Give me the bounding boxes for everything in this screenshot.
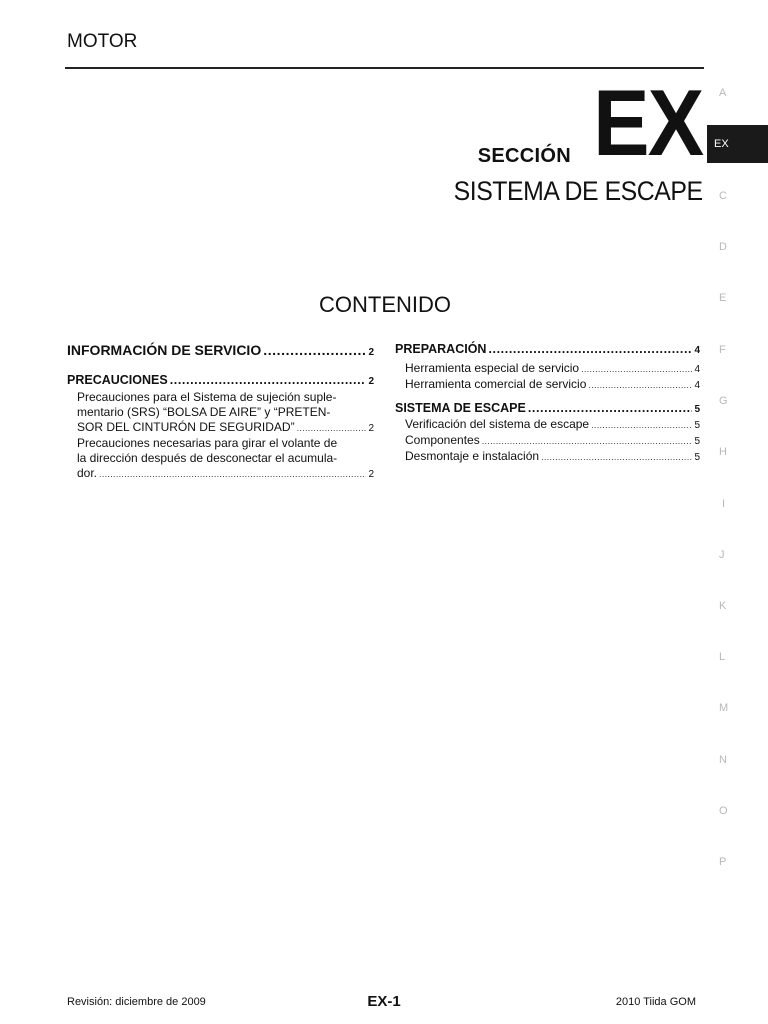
section-title: SISTEMA DE ESCAPE: [454, 176, 703, 206]
toc-entry-label-line: Precauciones para el Sistema de sujeción suple-: [77, 390, 337, 404]
toc-entry-herramienta-comercial[interactable]: [395, 377, 700, 393]
dot-leader: [170, 373, 367, 387]
side-tab-i[interactable]: I: [722, 498, 726, 510]
toc-entry-label-line: mentario (SRS) “BOLSA DE AIRE” y “PRETEN-: [77, 405, 331, 419]
toc-entry-label: PREPARACIÓN: [395, 342, 487, 356]
side-tab-e[interactable]: E: [719, 292, 727, 304]
side-tab-n[interactable]: N: [719, 754, 727, 766]
footer-page-number: EX-1: [367, 993, 401, 1010]
toc-entry-label: SISTEMA DE ESCAPE: [395, 401, 526, 415]
toc-entry-page: 5: [694, 436, 700, 447]
toc-entry-last-line: [67, 420, 374, 436]
toc-entry-label: dor.: [77, 466, 98, 480]
toc-entry-page: 5: [694, 452, 700, 463]
side-tab-ex-label: EX: [714, 138, 729, 150]
toc-entry-page: 5: [694, 404, 700, 415]
footer-revision: Revisión: diciembre de 2009: [67, 996, 206, 1008]
toc-entry-page: 5: [694, 420, 700, 431]
toc-entry-page: 4: [694, 380, 700, 391]
toc-entry-page: 4: [694, 364, 700, 375]
toc-entry-last-line: [67, 466, 374, 482]
dot-leader: [588, 377, 692, 391]
contents-title: CONTENIDO: [319, 292, 451, 317]
toc-entry-label: Verificación del sistema de escape: [405, 417, 590, 431]
side-tab-d[interactable]: D: [719, 241, 727, 253]
toc-entry-label: Herramienta comercial de servicio: [405, 377, 587, 391]
toc-entry-label: INFORMACIÓN DE SERVICIO: [67, 342, 262, 358]
side-tab-ex-active[interactable]: [707, 125, 768, 163]
side-tab-l[interactable]: L: [719, 651, 726, 663]
toc-entry-preparacion[interactable]: [395, 342, 700, 361]
toc-entry-herramienta-especial[interactable]: [395, 361, 700, 377]
side-tab-c[interactable]: C: [719, 190, 727, 202]
side-tab-g[interactable]: G: [719, 395, 728, 407]
toc-entry-label: Herramienta especial de servicio: [405, 361, 580, 375]
side-tab-h[interactable]: H: [719, 446, 727, 458]
toc-entry-precauciones-srs[interactable]: [67, 390, 374, 436]
toc-entry-label: SOR DEL CINTURÓN DE SEGURIDAD”: [77, 420, 295, 434]
toc-entry-verificacion[interactable]: [395, 417, 700, 433]
side-tab-o[interactable]: O: [719, 805, 728, 817]
toc-entry-label-line: la dirección después de desconectar el acumula-: [77, 451, 338, 465]
dot-leader: [263, 342, 366, 358]
dot-leader: [541, 449, 692, 463]
side-tab-a[interactable]: A: [719, 87, 727, 99]
dot-leader: [99, 466, 366, 480]
dot-leader: [482, 433, 693, 447]
toc-entry-page: 4: [694, 345, 700, 356]
header-title: MOTOR: [67, 31, 138, 52]
footer-model: 2010 Tiida GOM: [615, 996, 696, 1008]
toc-entry-page: 2: [368, 347, 374, 358]
side-tab-p[interactable]: P: [719, 856, 727, 868]
toc-entry-page: 2: [368, 469, 374, 480]
toc-entry-label: Desmontaje e instalación: [405, 449, 540, 463]
toc-right-column: [395, 342, 700, 465]
toc-entry-precauciones[interactable]: [67, 373, 374, 390]
dot-leader: [488, 342, 692, 356]
dot-leader: [297, 420, 367, 434]
toc-left-column: [67, 342, 374, 482]
side-tab-j[interactable]: J: [719, 549, 725, 561]
toc-entry-label: PRECAUCIONES: [67, 373, 168, 387]
toc-entry-label-line: Precauciones necesarias para girar el volante de: [77, 436, 338, 450]
toc-entry-componentes[interactable]: [395, 433, 700, 449]
header-rule: [65, 67, 704, 69]
dot-leader: [581, 361, 692, 375]
toc-entry-page: 2: [368, 423, 374, 434]
dot-leader: [528, 401, 693, 415]
toc-entry-precauciones-volante[interactable]: [67, 436, 374, 482]
toc-entry-informacion-de-servicio[interactable]: [67, 342, 374, 362]
section-label: SECCIÓN: [477, 145, 571, 167]
side-tab-f[interactable]: F: [719, 344, 726, 356]
toc-entry-label: Componentes: [405, 433, 480, 447]
toc-entry-sistema-de-escape[interactable]: [395, 401, 700, 417]
section-code: EX: [592, 70, 702, 175]
toc-entry-page: 2: [368, 376, 374, 387]
dot-leader: [591, 417, 692, 431]
toc-entry-desmontaje[interactable]: [395, 449, 700, 465]
side-tab-k[interactable]: K: [719, 600, 727, 612]
side-tab-m[interactable]: M: [719, 702, 729, 714]
